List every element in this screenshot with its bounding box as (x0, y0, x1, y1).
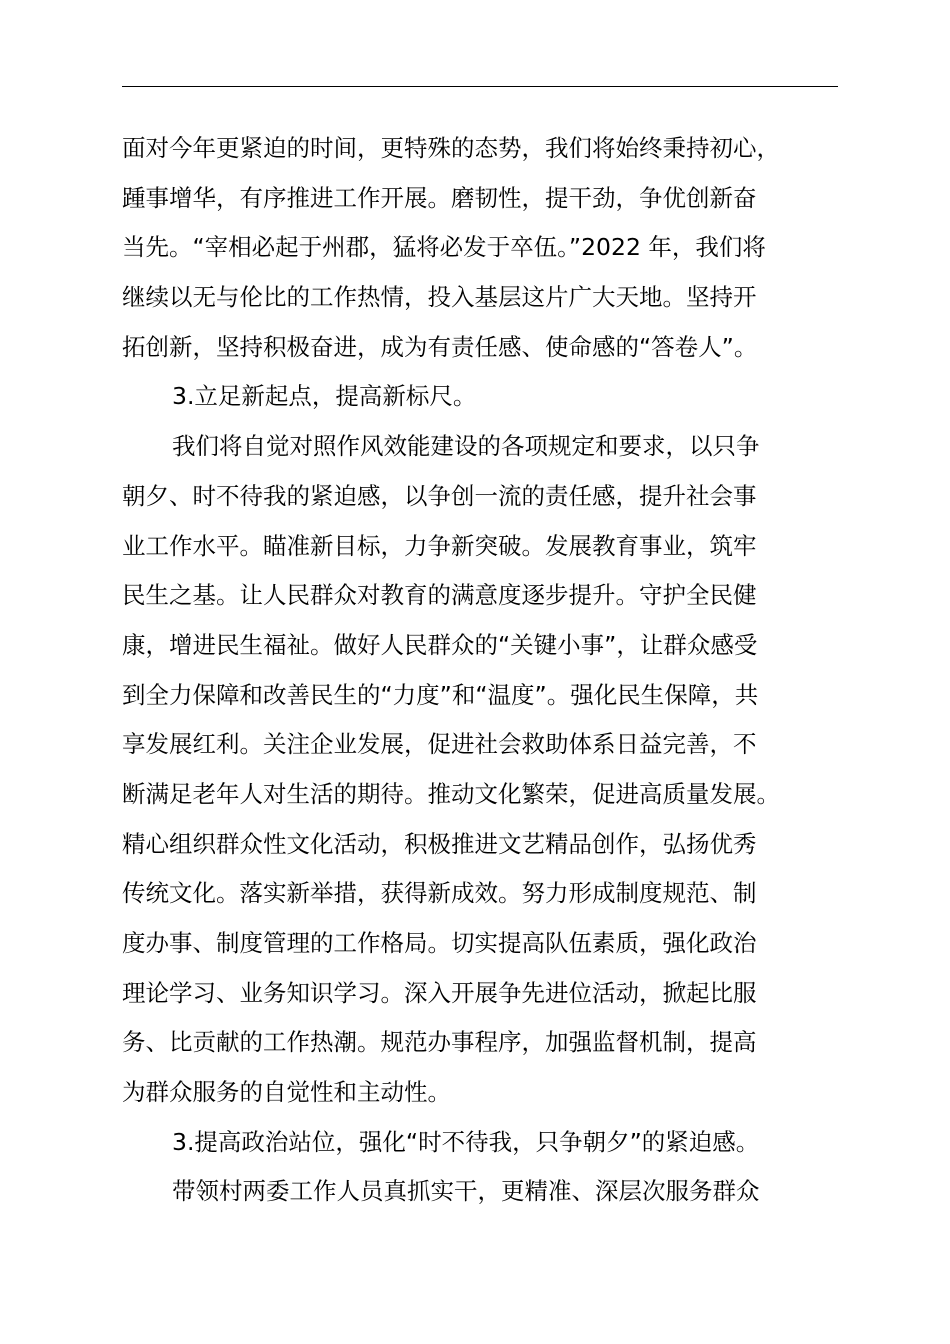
text-line-7: 我们将自觉对照作风效能建设的各项规定和要求，以只争 (172, 432, 760, 461)
text-line-22: 带领村两委工作人员真抓实干，更精准、深层次服务群众 (172, 1177, 760, 1206)
document-body (122, 124, 838, 1217)
text-line-4: 继续以无与伦比的工作热情，投入基层这片广大天地。坚持开 (122, 283, 757, 312)
text-line-12: 到全力保障和改善民生的“力度”和“温度”。强化民生保障，共 (122, 680, 759, 709)
text-line-1: 面对今年更紧迫的时间，更特殊的态势，我们将始终秉持初心， (122, 134, 780, 162)
text-line-5: 拓创新，坚持积极奋进，成为有责任感、使命感的“答卷人”。 (122, 332, 758, 361)
text-line-13: 享发展红利。关注企业发展，促进社会救助体系日益完善，不 (122, 730, 757, 759)
header-rule (122, 86, 838, 87)
text-line-9: 业工作水平。瞄准新目标，力争新突破。发展教育事业，筑牢 (122, 531, 757, 560)
text-line-8: 朝夕、时不待我的紧迫感，以争创一流的责任感，提升社会事 (122, 481, 757, 510)
text-line-3: 当先。“宰相必起于州郡，猛将必发于卒伍。”2022 年，我们将 (122, 233, 766, 262)
text-line-14: 断满足老年人对生活的期待。推动文化繁荣，促进高质量发展。 (122, 779, 780, 808)
text-line-11: 康，增进民生福祉。做好人民群众的“关键小事”，让群众感受 (122, 630, 758, 659)
section-heading-1: 3.立足新起点，提高新标尺。 (172, 382, 477, 411)
text-line-10: 民生之基。让人民群众对教育的满意度逐步提升。守护全民健 (122, 581, 757, 610)
text-line-20: 为群众服务的自觉性和主动性。 (122, 1078, 451, 1107)
section-heading-2: 3.提高政治站位，强化“时不待我，只争朝夕”的紧迫感。 (172, 1127, 760, 1156)
text-line-18: 理论学习、业务知识学习。深入开展争先进位活动，掀起比服 (122, 978, 757, 1007)
text-line-17: 度办事、制度管理的工作格局。切实提高队伍素质，强化政治 (122, 929, 757, 957)
text-line-19: 务、比贡献的工作热潮。规范办事程序，加强监督机制，提高 (122, 1028, 757, 1057)
text-line-15: 精心组织群众性文化活动，积极推进文艺精品创作，弘扬优秀 (122, 829, 757, 858)
text-line-16: 传统文化。落实新举措，获得新成效。努力形成制度规范、制 (122, 879, 757, 908)
text-line-2: 踵事增华，有序推进工作开展。磨韧性，提干劲，争优创新奋 (122, 183, 757, 212)
